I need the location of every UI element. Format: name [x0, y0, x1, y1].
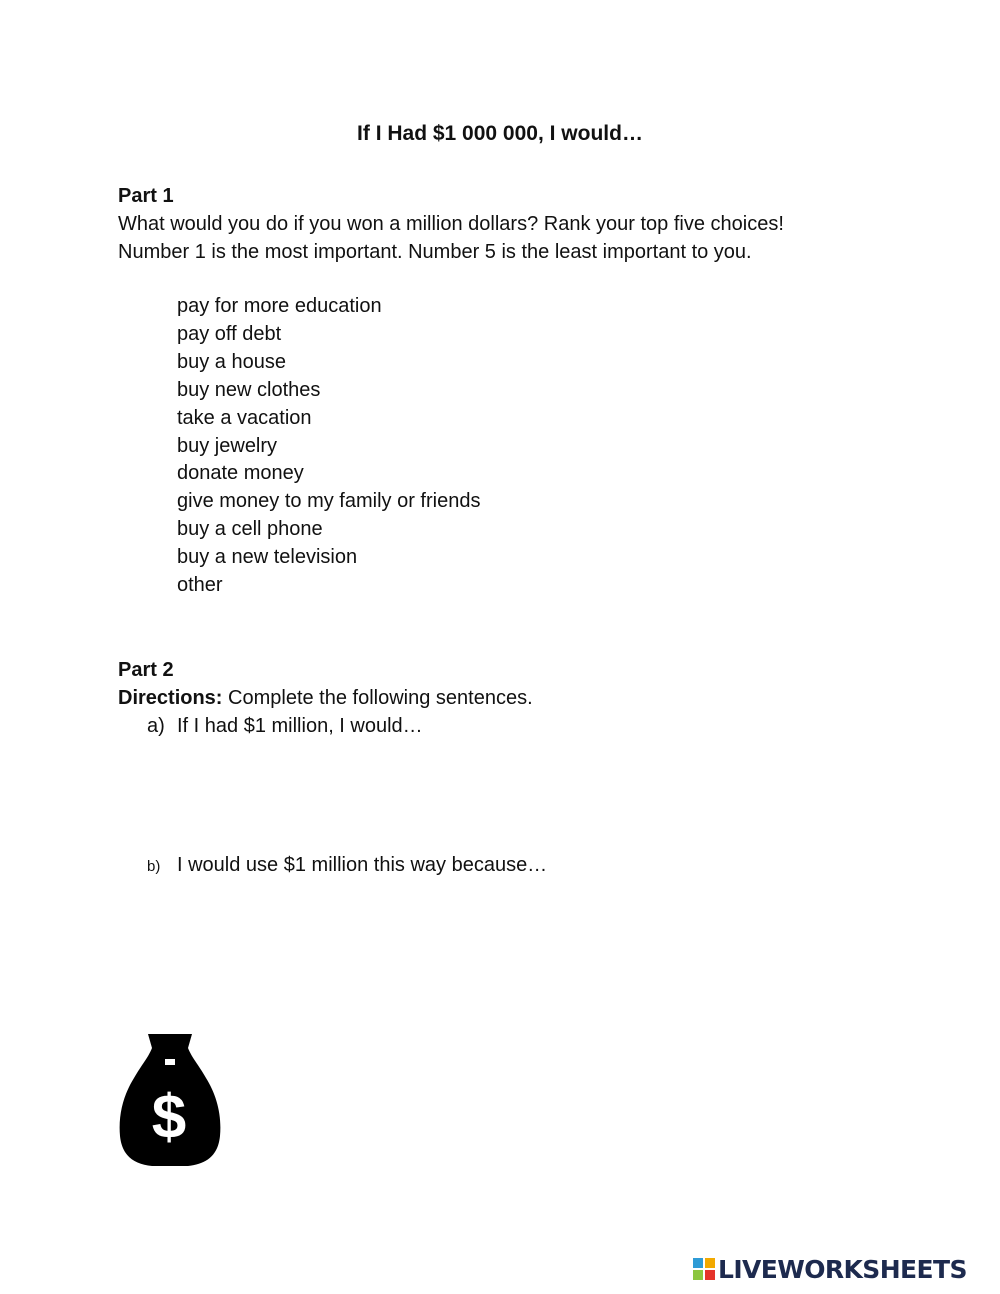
part1-heading: Part 1 [118, 185, 174, 207]
choice-item: donate money [177, 462, 304, 485]
part1-instructions-line2: Number 1 is the most important. Number 5 is the least important to you. [118, 241, 752, 263]
worksheet-title: If I Had $1 000 000, I would… [357, 122, 643, 145]
item-marker-a: a) [147, 715, 165, 737]
choice-item: pay off debt [177, 322, 282, 345]
choice-item: give money to my family or friends [177, 490, 481, 513]
directions-label: Directions: [118, 687, 223, 709]
money-bag-tie [148, 1034, 192, 1048]
part1-instructions [118, 210, 878, 266]
logo-text: LIVEWORKSHEETS [718, 1254, 967, 1284]
money-bag-icon [118, 1032, 222, 1168]
choice-item: take a vacation [177, 406, 312, 429]
part1-instructions-line1: What would you do if you won a million dollars? Rank your top five choices! [118, 213, 784, 235]
logo-mark-icon [692, 1257, 716, 1281]
choice-item: buy a new television [177, 546, 358, 569]
choice-item: buy new clothes [177, 378, 321, 401]
item-marker-b: b) [147, 858, 161, 875]
part2-directions [118, 684, 533, 712]
liveworksheets-logo [692, 1254, 967, 1284]
choice-item: buy a cell phone [177, 518, 323, 541]
choice-item: pay for more education [177, 295, 382, 317]
money-bag-dollar-sign: $ [151, 1083, 187, 1152]
choice-item: buy jewelry [177, 434, 278, 457]
choice-item: buy a house [177, 350, 286, 373]
part2-heading: Part 2 [118, 659, 174, 681]
directions-text: Complete the following sentences. [222, 687, 533, 709]
choice-list [177, 293, 480, 600]
sentence-prompt-a: If I had $1 million, I would… [177, 715, 423, 737]
money-bag-notch [165, 1059, 175, 1065]
sentence-prompt-b: I would use $1 million this way because… [177, 854, 548, 876]
choice-item: other [177, 574, 223, 597]
